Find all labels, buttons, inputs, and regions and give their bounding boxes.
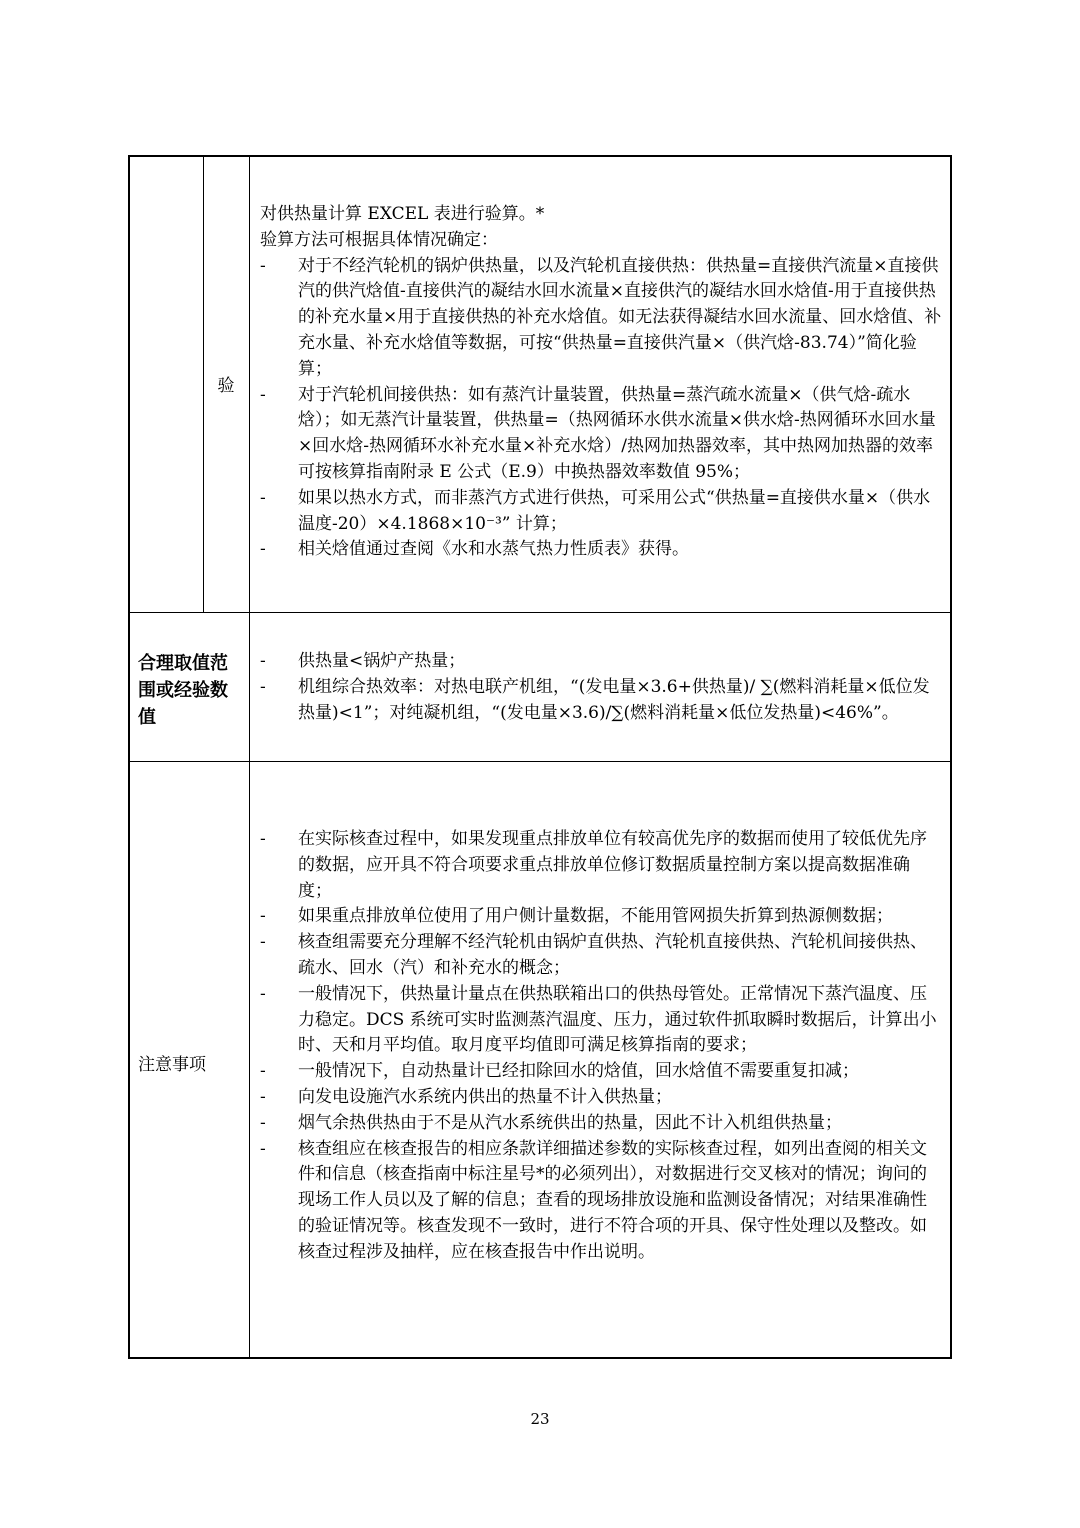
notes-content (260, 827, 942, 1266)
list-item (260, 1059, 942, 1085)
list-dash: - (260, 1061, 266, 1082)
verify-label: 验 (217, 376, 235, 396)
list-item-text: 一般情况下，供热量计量点在供热联箱出口的供热母管处。正常情况下蒸汽温度、压力稳定。DCS 系统可实时监测蒸汽温度、压力，通过软件抓取瞬时数据后，计算出小时、天和月平均值。取月度平均值即可满足核算指南的要求； (298, 983, 937, 1056)
list-dash: - (260, 487, 266, 508)
list-dash: - (260, 676, 266, 697)
list-item-text: 机组综合热效率：对热电联产机组，“(发电量×3.6+供热量)/ ∑(燃料消耗量×低位发热量)<1”；对纯凝机组，“(发电量×3.6)/∑(燃料消耗量×低位发热量)<46%”。 (298, 676, 930, 723)
list-dash: - (260, 983, 266, 1004)
range-content (260, 649, 942, 726)
list-item (260, 827, 942, 904)
list-item-text: 烟气余热供热由于不是从汽水系统供出的热量，因此不计入机组供热量； (298, 1112, 842, 1133)
verification-table (128, 155, 952, 1359)
list-item-text: 对于汽轮机间接供热：如有蒸汽计量装置，供热量=蒸汽疏水流量×（供气焓-疏水焓）；如无蒸汽计量装置，供热量=（热网循环水供水流量×供水焓-热网循环水回水量×回水焓-热网循环水补充水量×补充水焓）/热网加热器效率，其中热网加热器的效率可按核算指南附录 E 公式（E.9）中换热器效率数值 95%； (298, 384, 936, 482)
notes-label: 注意事项 (138, 1055, 206, 1075)
list-item (260, 982, 942, 1059)
list-item (260, 904, 942, 930)
list-item-text: 核查组应在核查报告的相应条款详细描述参数的实际核查过程，如列出查阅的相关文件和信息（核查指南中标注星号*的必须列出），对数据进行交叉核对的情况；询问的现场工作人员以及了解的信息；查看的现场排放设施和监测设备情况；对结果准确性的验证情况等。核查发现不一致时，进行不符合项的开具、保守性处理以及整改。如核查过程涉及抽样，应在核查报告中作出说明。 (298, 1138, 927, 1262)
verify-content (260, 202, 942, 563)
list-dash: - (260, 255, 266, 276)
list-dash: - (260, 1138, 266, 1159)
list-item-text: 如果重点排放单位使用了用户侧计量数据，不能用管网损失折算到热源侧数据； (298, 906, 893, 927)
list-item (260, 649, 942, 675)
list-item-text: 如果以热水方式，而非蒸汽方式进行供热，可采用公式“供热量=直接供水量×（供水温度-20）×4.1868×10⁻³” 计算； (298, 487, 931, 534)
list-item (260, 254, 942, 383)
verify-intro-line-2: 验算方法可根据具体情况确定： (260, 229, 498, 250)
list-item-text: 对于不经汽轮机的锅炉供热量，以及汽轮机直接供热：供热量=直接供汽流量×直接供汽的供汽焓值-直接供汽的凝结水回水流量×直接供汽的凝结水回水焓值-用于直接供热的补充水量×用于直接供热的补充水焓值。如无法获得凝结水回水流量、回水焓值、补充水量、补充水焓值等数据，可按“供热量=直接供汽量×（供汽焓-83.74）”简化验算； (298, 255, 942, 379)
list-item (260, 1137, 942, 1266)
list-dash: - (260, 1112, 266, 1133)
list-item-text: 核查组需要充分理解不经汽轮机由锅炉直供热、汽轮机直接供热、汽轮机间接供热、疏水、回水（汽）和补充水的概念； (298, 932, 927, 978)
verify-intro-line-1: 对供热量计算 EXCEL 表进行验算。* (260, 204, 545, 224)
row-divider-2 (130, 761, 950, 762)
list-dash: - (260, 384, 266, 405)
list-item (260, 1111, 942, 1137)
list-dash: - (260, 539, 266, 560)
list-item (260, 383, 942, 486)
column-divider-main (249, 157, 250, 1359)
list-item (260, 486, 942, 538)
list-item (260, 930, 942, 982)
list-item-text: 向发电设施汽水系统内供出的热量不计入供热量； (298, 1086, 672, 1107)
list-item (260, 675, 942, 727)
column-divider-inner (203, 157, 204, 612)
list-item-text: 供热量<锅炉产热量； (298, 651, 466, 671)
list-item-text: 在实际核查过程中，如果发现重点排放单位有较高优先序的数据而使用了较低优先序的数据，应开具不符合项要求重点排放单位修订数据质量控制方案以提高数据准确度； (298, 829, 927, 901)
list-item-text: 相关焓值通过查阅《水和水蒸气热力性质表》获得。 (298, 539, 689, 560)
list-item (260, 1085, 942, 1111)
list-dash: - (260, 829, 266, 849)
list-dash: - (260, 906, 266, 927)
range-label: 合理取值范围或经验数值 (138, 653, 228, 728)
list-dash: - (260, 1086, 266, 1107)
list-item (260, 537, 942, 563)
list-item-text: 一般情况下，自动热量计已经扣除回水的焓值，回水焓值不需要重复扣减； (298, 1061, 859, 1082)
list-dash: - (260, 651, 266, 671)
list-dash: - (260, 932, 266, 953)
page-number: 23 (530, 1410, 550, 1428)
row-divider-1 (130, 612, 950, 613)
